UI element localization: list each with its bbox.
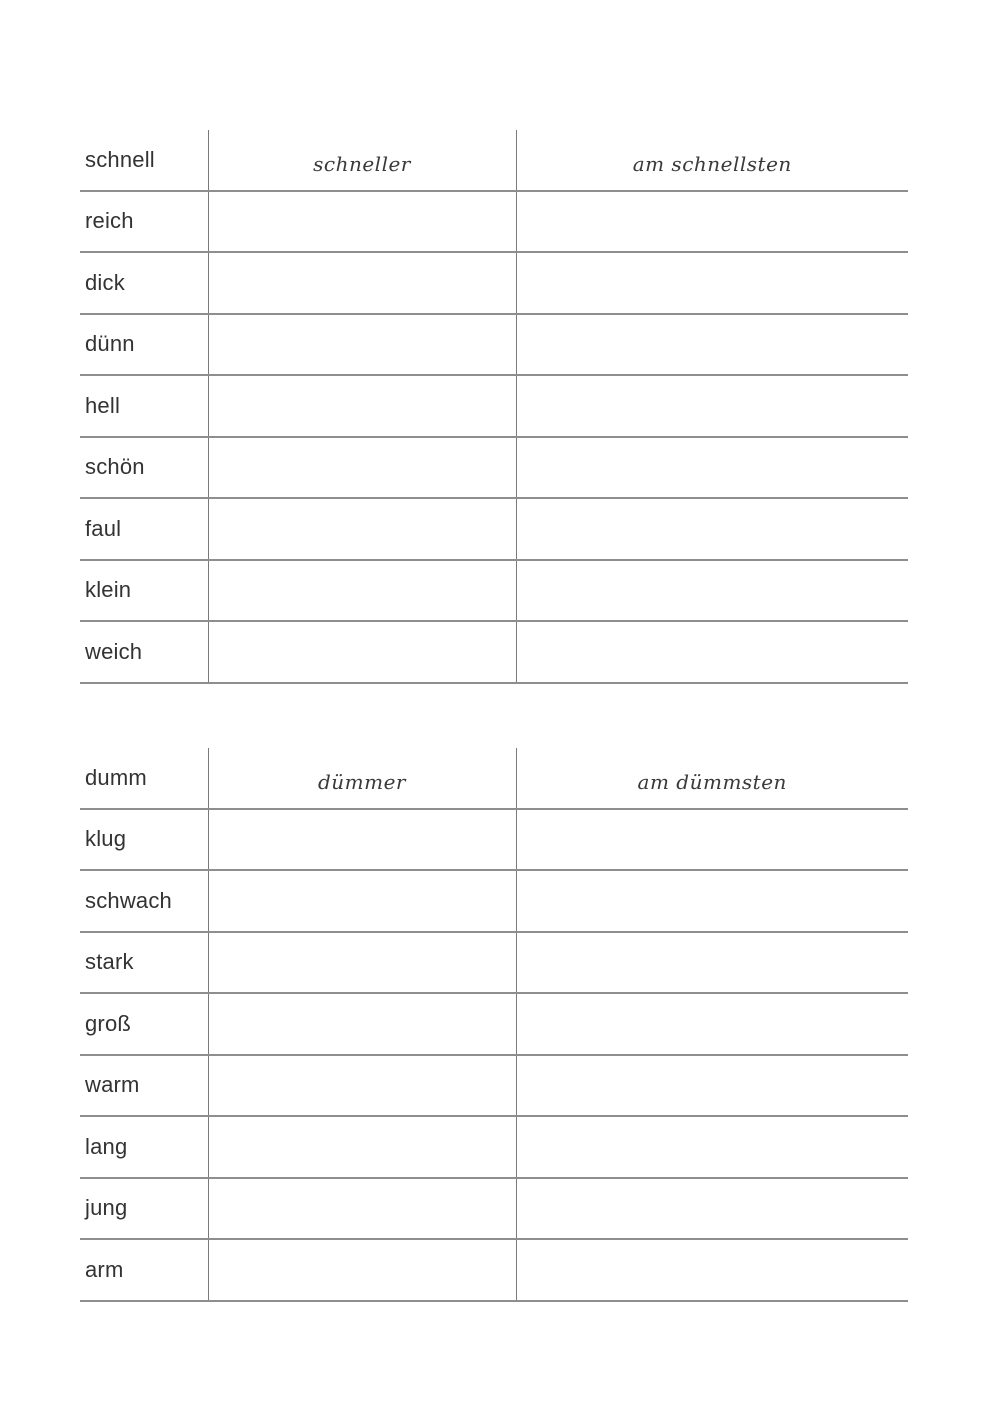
adjective-cell: dünn xyxy=(80,314,208,376)
comparative-example-cell xyxy=(208,748,516,809)
comparative-answer-cell[interactable] xyxy=(208,621,516,683)
adjective-cell: hell xyxy=(80,375,208,437)
adjective-cell: reich xyxy=(80,191,208,253)
adjective-cell: faul xyxy=(80,498,208,560)
comparative-answer-cell[interactable] xyxy=(208,1055,516,1117)
table-row xyxy=(80,621,908,683)
comparative-answer-cell[interactable] xyxy=(208,870,516,932)
table-row xyxy=(80,560,908,622)
table-row xyxy=(80,870,908,932)
superlative-answer-cell[interactable] xyxy=(516,870,908,932)
base-form-cell: schnell xyxy=(80,130,208,191)
adjective-cell: weich xyxy=(80,621,208,683)
comparative-answer-cell[interactable] xyxy=(208,1239,516,1301)
comparative-answer-cell[interactable] xyxy=(208,498,516,560)
table-row xyxy=(80,437,908,499)
table-row xyxy=(80,809,908,871)
table-row xyxy=(80,1116,908,1178)
superlative-answer-cell[interactable] xyxy=(516,1116,908,1178)
superlative-answer-cell[interactable] xyxy=(516,437,908,499)
adjective-table-1 xyxy=(80,130,908,684)
superlative-answer-cell[interactable] xyxy=(516,498,908,560)
comparative-answer-cell[interactable] xyxy=(208,932,516,994)
comparative-example-cell xyxy=(208,130,516,191)
comparative-answer-cell[interactable] xyxy=(208,809,516,871)
adjective-cell: arm xyxy=(80,1239,208,1301)
superlative-answer-cell[interactable] xyxy=(516,993,908,1055)
adjective-cell: groß xyxy=(80,993,208,1055)
superlative-answer-cell[interactable] xyxy=(516,191,908,253)
example-row xyxy=(80,130,908,191)
comparative-answer-cell[interactable] xyxy=(208,560,516,622)
comparative-example: dümmer xyxy=(317,769,406,794)
superlative-answer-cell[interactable] xyxy=(516,252,908,314)
superlative-answer-cell[interactable] xyxy=(516,932,908,994)
comparative-answer-cell[interactable] xyxy=(208,1116,516,1178)
table-row xyxy=(80,191,908,253)
comparative-answer-cell[interactable] xyxy=(208,437,516,499)
superlative-answer-cell[interactable] xyxy=(516,375,908,437)
comparative-answer-cell[interactable] xyxy=(208,314,516,376)
table-row xyxy=(80,1239,908,1301)
comparative-answer-cell[interactable] xyxy=(208,191,516,253)
adjective-cell: lang xyxy=(80,1116,208,1178)
comparative-example: schneller xyxy=(313,151,411,176)
superlative-answer-cell[interactable] xyxy=(516,1239,908,1301)
table-row xyxy=(80,375,908,437)
base-form-cell: dumm xyxy=(80,748,208,809)
superlative-example: am dümmsten xyxy=(637,769,787,794)
superlative-example: am schnellsten xyxy=(632,151,792,176)
table-row xyxy=(80,932,908,994)
comparative-answer-cell[interactable] xyxy=(208,993,516,1055)
table-row xyxy=(80,993,908,1055)
table-row xyxy=(80,314,908,376)
superlative-answer-cell[interactable] xyxy=(516,1178,908,1240)
superlative-example-cell xyxy=(516,130,908,191)
superlative-answer-cell[interactable] xyxy=(516,314,908,376)
adjective-cell: schwach xyxy=(80,870,208,932)
comparative-answer-cell[interactable] xyxy=(208,252,516,314)
table-row xyxy=(80,498,908,560)
superlative-answer-cell[interactable] xyxy=(516,809,908,871)
superlative-example-cell xyxy=(516,748,908,809)
adjective-cell: warm xyxy=(80,1055,208,1117)
example-row xyxy=(80,748,908,809)
adjective-table-2 xyxy=(80,748,908,1302)
adjective-cell: jung xyxy=(80,1178,208,1240)
adjective-cell: stark xyxy=(80,932,208,994)
table-row xyxy=(80,1055,908,1117)
superlative-answer-cell[interactable] xyxy=(516,560,908,622)
table-row xyxy=(80,1178,908,1240)
table-row xyxy=(80,252,908,314)
superlative-answer-cell[interactable] xyxy=(516,1055,908,1117)
comparative-answer-cell[interactable] xyxy=(208,1178,516,1240)
adjective-cell: dick xyxy=(80,252,208,314)
adjective-cell: klug xyxy=(80,809,208,871)
adjective-cell: klein xyxy=(80,560,208,622)
superlative-answer-cell[interactable] xyxy=(516,621,908,683)
comparative-answer-cell[interactable] xyxy=(208,375,516,437)
adjective-cell: schön xyxy=(80,437,208,499)
